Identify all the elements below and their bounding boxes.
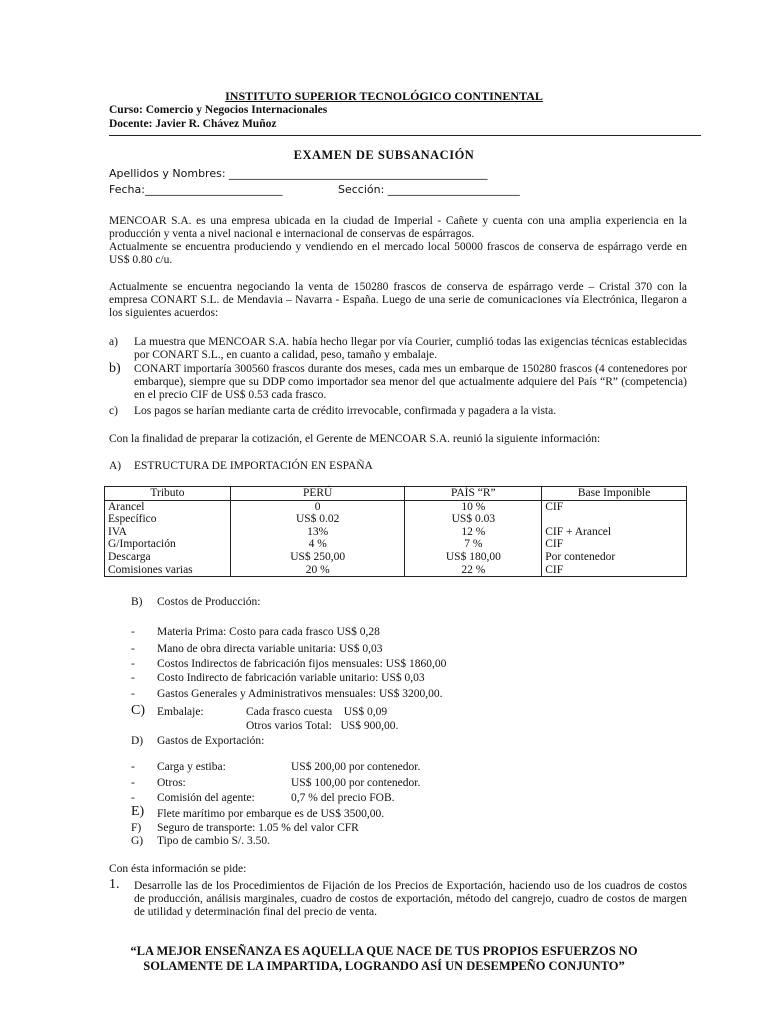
table-cell: 22 % <box>405 564 542 577</box>
packaging-line-2: Otros varios Total: US$ 900,00. <box>246 720 399 732</box>
table-cell: 7 % <box>405 538 542 551</box>
table-cell: Por contenedor <box>542 551 687 564</box>
closing-quote <box>0 944 768 974</box>
table-row <box>105 538 687 551</box>
list-bullet: - <box>131 792 135 804</box>
table-row <box>105 564 687 577</box>
section-d-title: Gastos de Exportación: <box>157 735 265 747</box>
section-field: Sección: ________________________ <box>338 183 520 196</box>
table-cell: 20 % <box>230 564 405 577</box>
table-cell: 12 % <box>405 526 542 539</box>
expense-name: Carga y estiba: <box>157 761 226 773</box>
table-header: PERÚ <box>230 487 405 501</box>
table-cell: Descarga <box>105 551 231 564</box>
task-label: 1. <box>109 877 120 892</box>
table-cell: US$ 0.02 <box>230 513 405 526</box>
section-a-title: ESTRUCTURA DE IMPORTACIÓN EN ESPAÑA <box>134 460 373 472</box>
packaging-line-1: Cada frasco cuesta US$ 0,09 <box>246 706 388 718</box>
table-cell: 0 <box>230 500 405 513</box>
task-text: Desarrolle las de los Procedimientos de Fijación de los Precios de Exportación, haciendo uso de los cuadros de costos de producción, análisis marginales, cuadro de costos de exportación, método del cangrejo, cuadro de costos de margen de utilidad y determinación final del precio de venta. <box>134 880 687 918</box>
list-bullet: - <box>131 777 135 789</box>
request-line: Con ésta información se pide: <box>109 863 247 875</box>
list-bullet: - <box>131 658 135 670</box>
agreement-label: b) <box>109 361 121 376</box>
table-row <box>105 513 687 526</box>
list-item: Gastos Generales y Administrativos mensuales: US$ 3200,00. <box>157 688 443 700</box>
agreement-text: La muestra que MENCOAR S.A. había hecho llegar por vía Courier, cumplió todas las exigencias técnicas establecidas por CONART S.L., en cuanto a calidad, peso, tamaño y embalaje. <box>134 336 687 361</box>
list-item: Mano de obra directa variable unitaria: US$ 0,03 <box>157 643 383 655</box>
table-header-row <box>105 487 687 501</box>
list-bullet: - <box>131 626 135 638</box>
manager-note: Con la finalidad de preparar la cotización, el Gerente de MENCOAR S.A. reunió la siguiente información: <box>109 433 601 445</box>
section-e-label: E) <box>131 804 145 819</box>
agreement-text: CONART importaría 300560 frascos durante dos meses, cada mes un embarque de 150280 frascos (4 contenedores por embarque), siempre que su DDP como importador sea menor del que actualmente adquiere del País “R” (competencia) en el precio CIF de US$ 0.53 cada frasco. <box>134 363 687 401</box>
header-divider <box>109 135 701 136</box>
section-f-label: F) <box>131 822 142 834</box>
section-f-text: Seguro de transporte: 1.05 % del valor CFR <box>157 822 359 834</box>
table-cell: Arancel <box>105 500 231 513</box>
table-cell: US$ 0.03 <box>405 513 542 526</box>
agreement-text: Los pagos se harían mediante carta de crédito irrevocable, confirmada y pagadera a la vista. <box>134 405 557 417</box>
list-bullet: - <box>131 672 135 684</box>
table-cell: US$ 250,00 <box>230 551 405 564</box>
table-cell: CIF <box>542 564 687 577</box>
list-item: Costo Indirecto de fabricación variable unitario: US$ 0,03 <box>157 672 425 684</box>
table-cell: G/Importación <box>105 538 231 551</box>
section-d-label: D) <box>131 735 144 747</box>
list-bullet: - <box>131 643 135 655</box>
section-c-title: Embalaje: <box>157 706 204 718</box>
table-header: PAÍS “R” <box>405 487 542 501</box>
section-c-label: C) <box>131 703 145 718</box>
section-a-label: A) <box>109 460 122 472</box>
list-bullet: - <box>131 761 135 773</box>
section-b-label: B) <box>131 596 143 608</box>
table-header: Tributo <box>105 487 231 501</box>
table-header: Base Imponible <box>542 487 687 501</box>
table-row <box>105 500 687 513</box>
intro-paragraph-3: Actualmente se encuentra negociando la venta de 150280 frascos de conserva de espárrago verde – Cristal 370 con la empresa CONART S.L. de Mendavia – Navarra - España. Luego de una serie de comunicaciones vía Electrónica, llegaron a los siguientes acuerdos: <box>109 281 687 319</box>
list-bullet: - <box>131 688 135 700</box>
list-item: Materia Prima: Costo para cada frasco US$ 0,28 <box>157 626 380 638</box>
teacher-line: Docente: Javier R. Chávez Muñoz <box>109 118 277 130</box>
intro-paragraph-2: Actualmente se encuentra produciendo y vendiendo en el mercado local 50000 frascos de conserva de espárrago verde en US$ 0.80 c/u. <box>109 241 687 266</box>
expense-name: Comisión del agente: <box>157 792 255 804</box>
expense-value: 0,7 % del precio FOB. <box>291 792 395 804</box>
expense-value: US$ 200,00 por contenedor. <box>291 761 421 773</box>
expense-value: US$ 100,00 por contenedor. <box>291 777 421 789</box>
table-cell: 10 % <box>405 500 542 513</box>
section-b-title: Costos de Producción: <box>157 596 261 608</box>
course-line: Curso: Comercio y Negocios Internacionales <box>109 104 328 116</box>
intro-paragraph-1: MENCOAR S.A. es una empresa ubicada en la ciudad de Imperial - Cañete y cuenta con una amplia experiencia en la producción y venta a nivel nacional e internacional de conservas de espárragos. <box>109 215 687 240</box>
table-cell: CIF <box>542 538 687 551</box>
section-g-text: Tipo de cambio S/. 3.50. <box>157 835 270 847</box>
table-cell: CIF <box>542 500 687 513</box>
date-field: Fecha:_________________________ <box>109 183 283 196</box>
expense-name: Otros: <box>157 777 186 789</box>
quote-line-1: “LA MEJOR ENSEÑANZA ES AQUELLA QUE NACE DE TUS PROPIOS ESFUERZOS NO <box>130 944 638 958</box>
names-field: Apellidos y Nombres: _______________________________________________ <box>109 167 488 180</box>
table-row <box>105 551 687 564</box>
section-g-label: G) <box>131 835 144 847</box>
table-cell: 4 % <box>230 538 405 551</box>
table-cell: Específico <box>105 513 231 526</box>
agreement-label: a) <box>109 336 118 348</box>
table-cell <box>542 513 687 526</box>
import-structure-table <box>104 486 687 577</box>
exam-title: EXAMEN DE SUBSANACIÓN <box>293 148 475 162</box>
list-item: Costos Indirectos de fabricación fijos mensuales: US$ 1860,00 <box>157 658 447 670</box>
table-cell: CIF + Arancel <box>542 526 687 539</box>
table-cell: 13% <box>230 526 405 539</box>
institute-name: INSTITUTO SUPERIOR TECNOLÓGICO CONTINENTAL <box>225 89 543 103</box>
table-cell: Comisiones varias <box>105 564 231 577</box>
section-e-text: Flete marítimo por embarque es de US$ 3500,00. <box>157 808 385 820</box>
quote-line-2: SOLAMENTE DE LA IMPARTIDA, LOGRANDO ASÍ UN DESEMPEÑO CONJUNTO” <box>143 959 625 973</box>
table-cell: US$ 180,00 <box>405 551 542 564</box>
table-cell: IVA <box>105 526 231 539</box>
table-row <box>105 526 687 539</box>
agreement-label: c) <box>109 405 118 417</box>
